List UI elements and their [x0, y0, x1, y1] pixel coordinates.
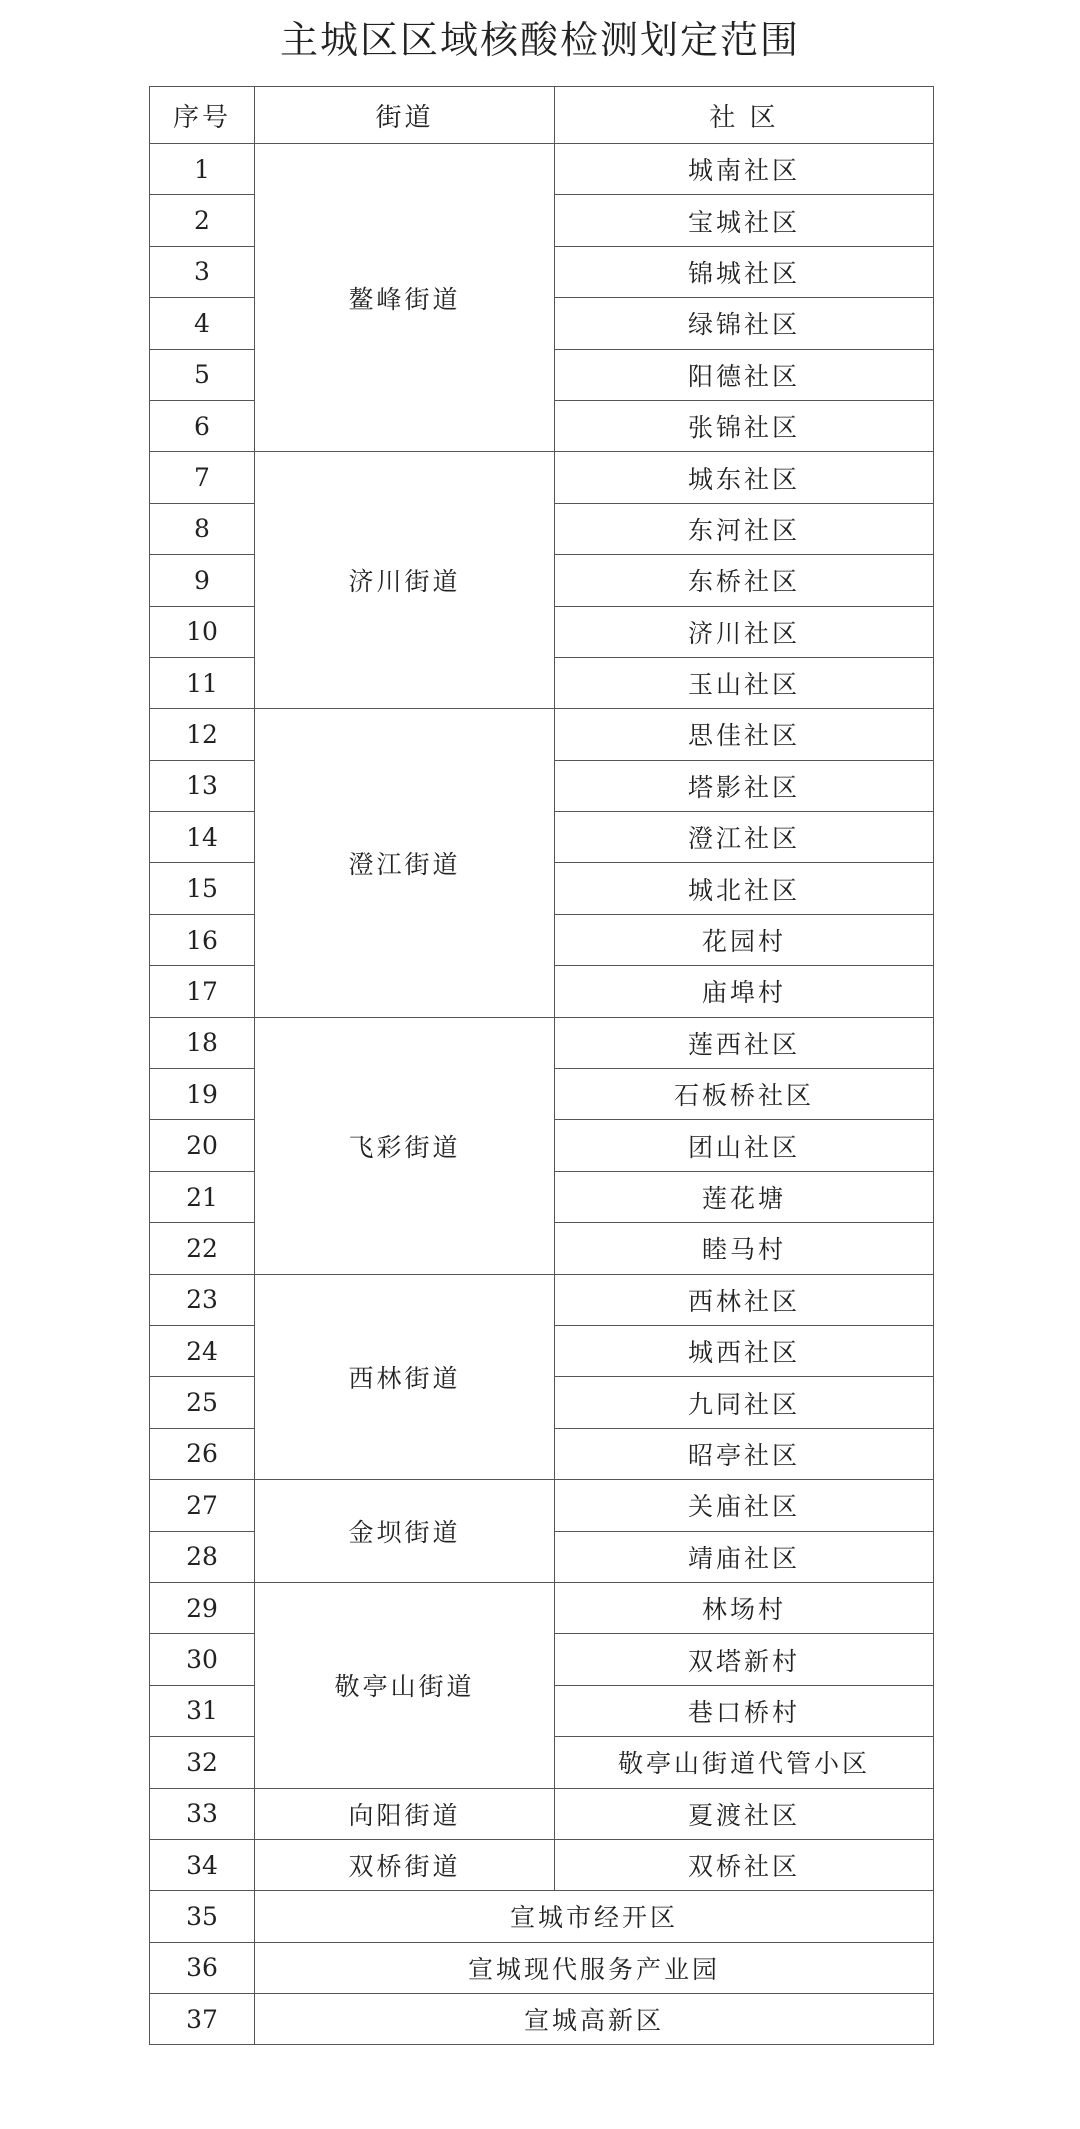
community-cell: 关庙社区	[555, 1480, 934, 1531]
community-cell: 莲西社区	[555, 1017, 934, 1068]
row-index: 11	[150, 657, 255, 708]
row-index: 5	[150, 349, 255, 400]
community-cell: 思佳社区	[555, 709, 934, 760]
table-row	[150, 709, 934, 760]
community-cell: 锦城社区	[555, 246, 934, 297]
community-cell: 花园村	[555, 914, 934, 965]
street-cell: 济川街道	[255, 452, 555, 709]
community-cell: 昭亭社区	[555, 1428, 934, 1479]
community-cell: 敬亭山街道代管小区	[555, 1737, 934, 1788]
table-row	[150, 1891, 934, 1942]
merged-area-cell: 宣城现代服务产业园	[255, 1942, 934, 1993]
community-cell: 宝城社区	[555, 195, 934, 246]
table-row	[150, 1274, 934, 1325]
row-index: 7	[150, 452, 255, 503]
community-cell: 澄江社区	[555, 812, 934, 863]
table-row	[150, 1994, 934, 2045]
community-cell: 西林社区	[555, 1274, 934, 1325]
community-cell: 东河社区	[555, 503, 934, 554]
row-index: 34	[150, 1839, 255, 1890]
header-community: 社 区	[555, 87, 934, 144]
row-index: 17	[150, 966, 255, 1017]
header-street: 街道	[255, 87, 555, 144]
row-index: 24	[150, 1325, 255, 1376]
table-row	[150, 144, 934, 195]
community-cell: 双桥社区	[555, 1839, 934, 1890]
row-index: 23	[150, 1274, 255, 1325]
row-index: 3	[150, 246, 255, 297]
table-row	[150, 1839, 934, 1890]
row-index: 22	[150, 1223, 255, 1274]
row-index: 6	[150, 400, 255, 451]
table-row	[150, 1582, 934, 1633]
row-index: 8	[150, 503, 255, 554]
community-cell: 绿锦社区	[555, 298, 934, 349]
row-index: 31	[150, 1685, 255, 1736]
community-cell: 城南社区	[555, 144, 934, 195]
row-index: 9	[150, 555, 255, 606]
street-cell: 澄江街道	[255, 709, 555, 1017]
row-index: 29	[150, 1582, 255, 1633]
community-cell: 莲花塘	[555, 1171, 934, 1222]
row-index: 2	[150, 195, 255, 246]
row-index: 27	[150, 1480, 255, 1531]
row-index: 10	[150, 606, 255, 657]
community-cell: 张锦社区	[555, 400, 934, 451]
table-row	[150, 1788, 934, 1839]
row-index: 16	[150, 914, 255, 965]
community-cell: 双塔新村	[555, 1634, 934, 1685]
row-index: 35	[150, 1891, 255, 1942]
community-cell: 济川社区	[555, 606, 934, 657]
community-cell: 城东社区	[555, 452, 934, 503]
testing-scope-table	[149, 86, 934, 2045]
header-index: 序号	[150, 87, 255, 144]
street-cell: 向阳街道	[255, 1788, 555, 1839]
street-cell: 飞彩街道	[255, 1017, 555, 1274]
community-cell: 东桥社区	[555, 555, 934, 606]
community-cell: 庙埠村	[555, 966, 934, 1017]
row-index: 25	[150, 1377, 255, 1428]
street-cell: 敬亭山街道	[255, 1582, 555, 1788]
community-cell: 石板桥社区	[555, 1069, 934, 1120]
row-index: 15	[150, 863, 255, 914]
page-title: 主城区区域核酸检测划定范围	[279, 18, 800, 62]
row-index: 1	[150, 144, 255, 195]
community-cell: 靖庙社区	[555, 1531, 934, 1582]
table-body	[150, 144, 934, 2045]
community-cell: 睦马村	[555, 1223, 934, 1274]
row-index: 30	[150, 1634, 255, 1685]
community-cell: 塔影社区	[555, 760, 934, 811]
row-index: 4	[150, 298, 255, 349]
community-cell: 巷口桥村	[555, 1685, 934, 1736]
community-cell: 阳德社区	[555, 349, 934, 400]
merged-area-cell: 宣城市经开区	[255, 1891, 934, 1942]
table-row	[150, 1942, 934, 1993]
row-index: 13	[150, 760, 255, 811]
community-cell: 城西社区	[555, 1325, 934, 1376]
row-index: 36	[150, 1942, 255, 1993]
community-cell: 九同社区	[555, 1377, 934, 1428]
row-index: 37	[150, 1994, 255, 2045]
row-index: 33	[150, 1788, 255, 1839]
row-index: 18	[150, 1017, 255, 1068]
table-row	[150, 1480, 934, 1531]
street-cell: 西林街道	[255, 1274, 555, 1480]
community-cell: 团山社区	[555, 1120, 934, 1171]
row-index: 32	[150, 1737, 255, 1788]
row-index: 19	[150, 1069, 255, 1120]
street-cell: 鳌峰街道	[255, 144, 555, 452]
table-row	[150, 1017, 934, 1068]
community-cell: 玉山社区	[555, 657, 934, 708]
row-index: 26	[150, 1428, 255, 1479]
row-index: 14	[150, 812, 255, 863]
street-cell: 金坝街道	[255, 1480, 555, 1583]
merged-area-cell: 宣城高新区	[255, 1994, 934, 2045]
street-cell: 双桥街道	[255, 1839, 555, 1890]
row-index: 20	[150, 1120, 255, 1171]
table-header-row	[150, 87, 934, 144]
row-index: 21	[150, 1171, 255, 1222]
table-row	[150, 452, 934, 503]
row-index: 28	[150, 1531, 255, 1582]
community-cell: 林场村	[555, 1582, 934, 1633]
row-index: 12	[150, 709, 255, 760]
community-cell: 夏渡社区	[555, 1788, 934, 1839]
community-cell: 城北社区	[555, 863, 934, 914]
